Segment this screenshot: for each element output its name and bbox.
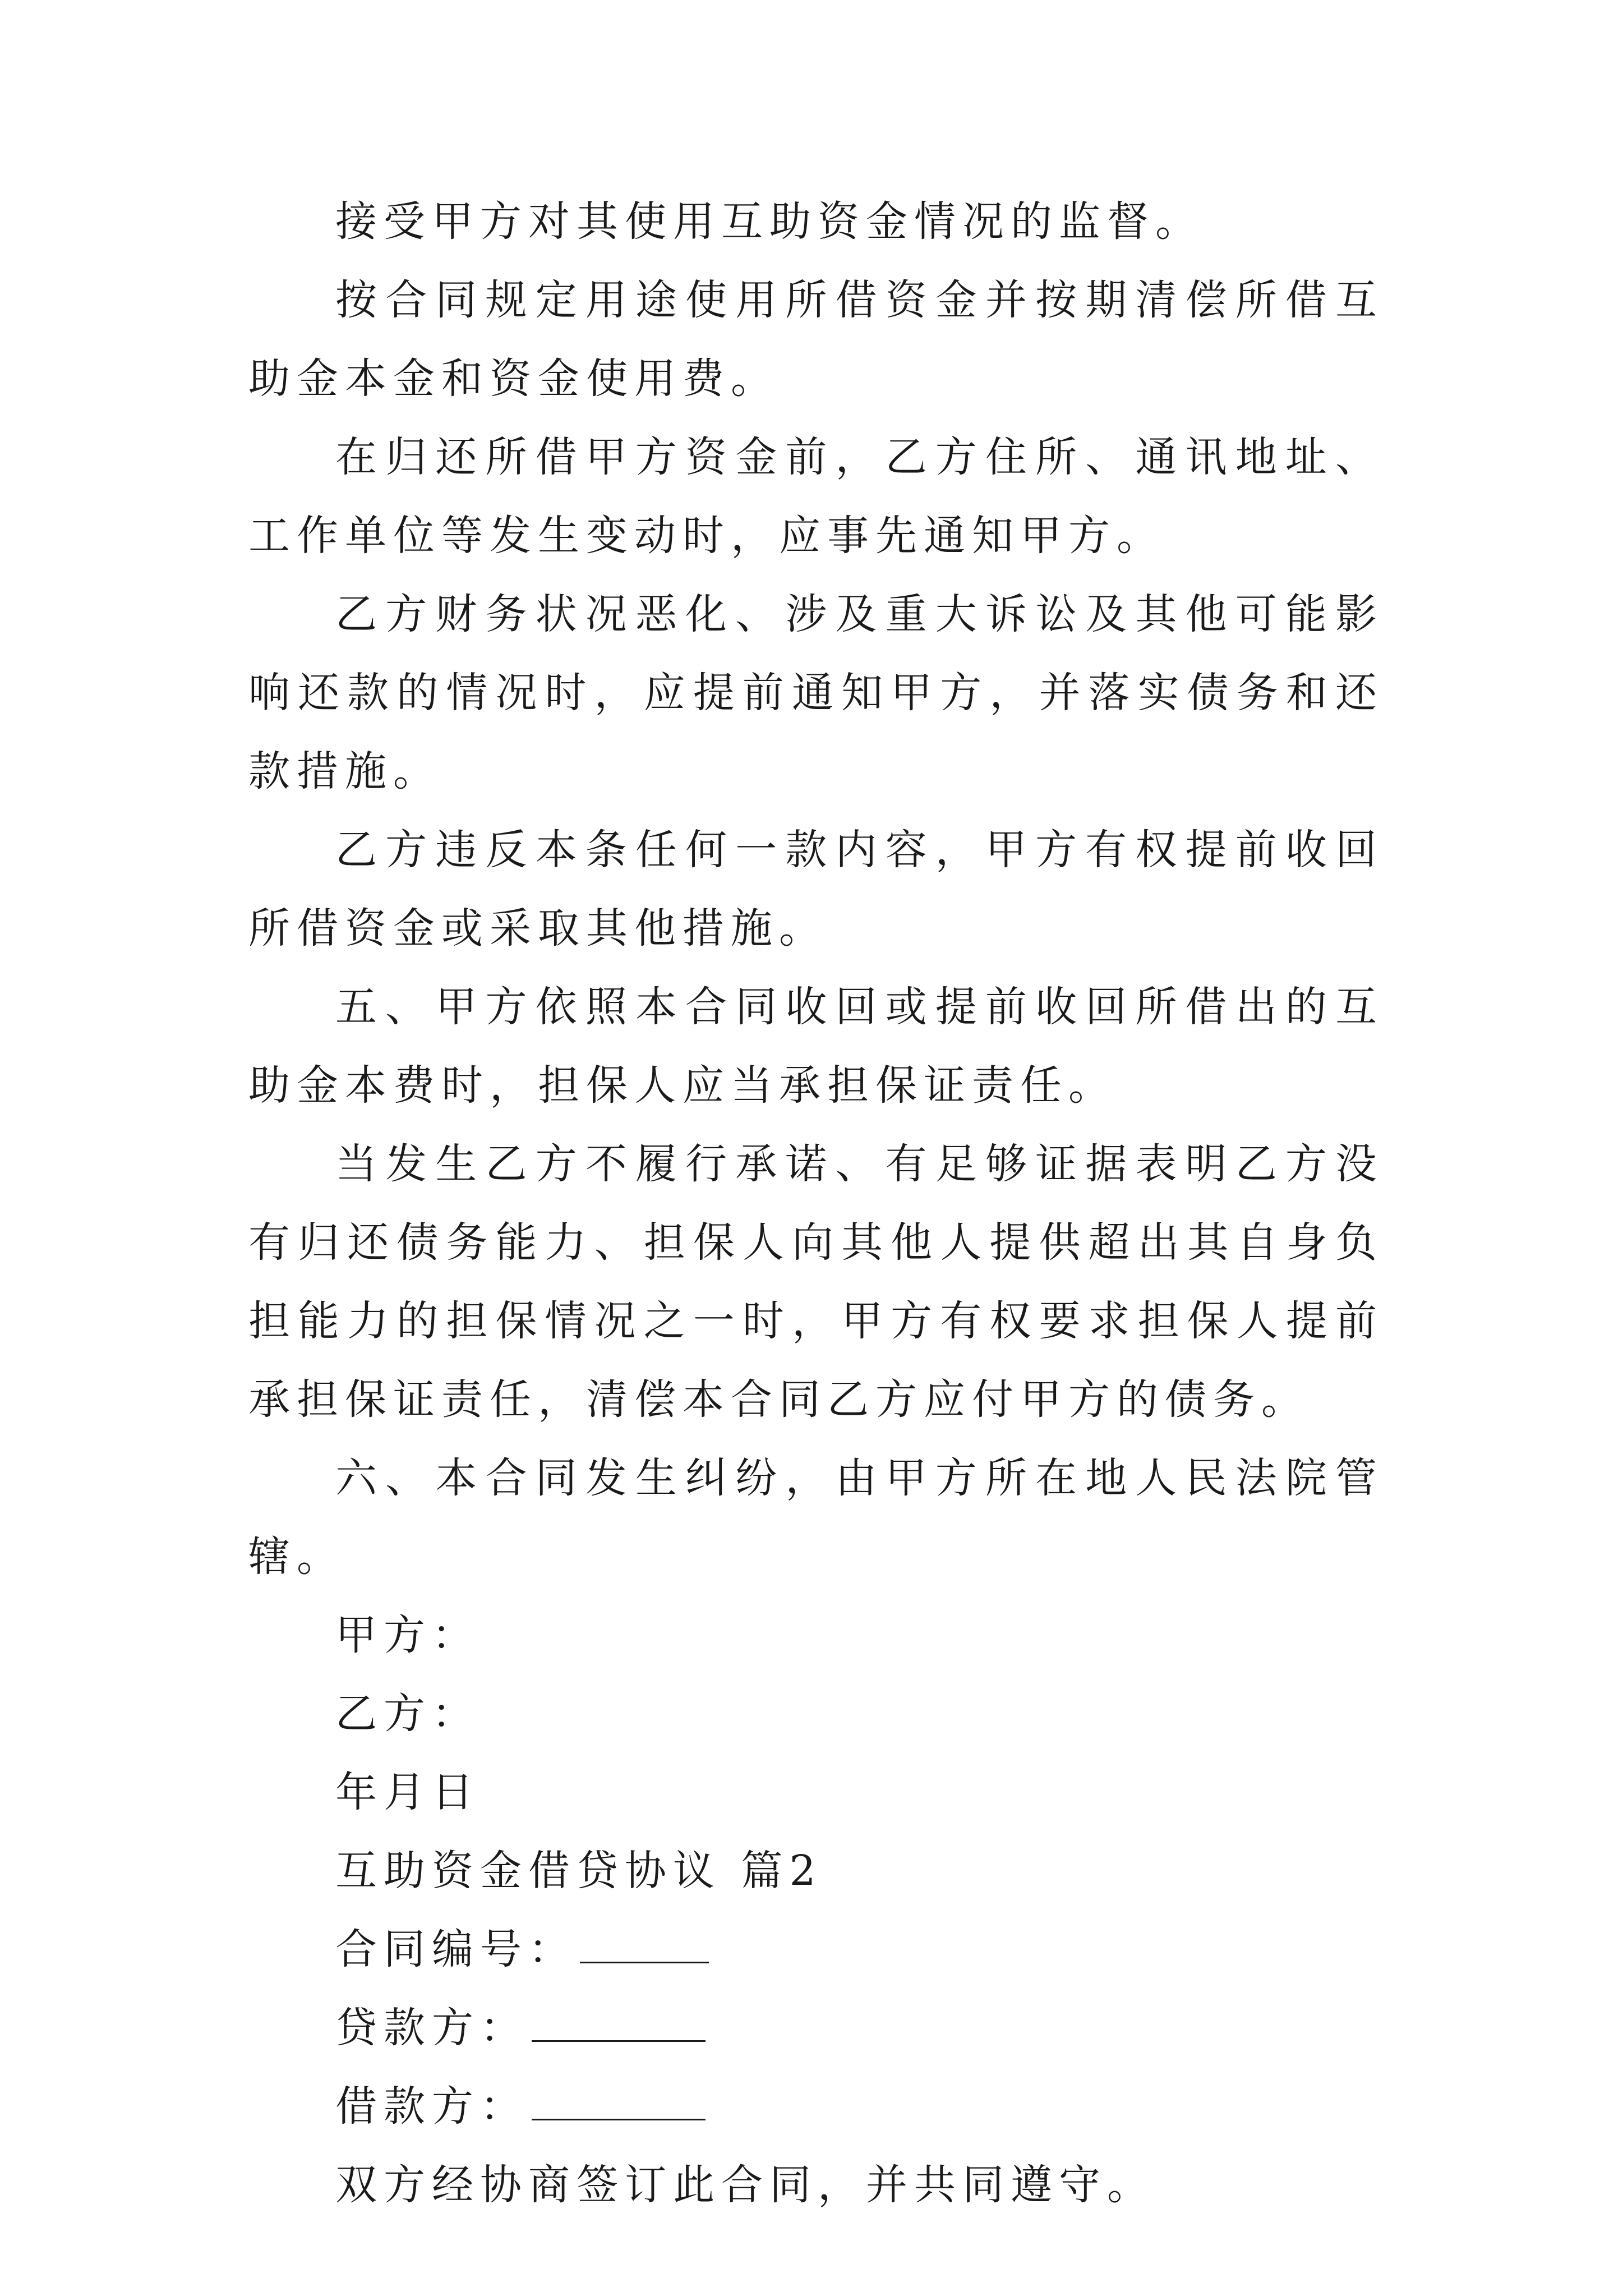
borrower-blank: [532, 2088, 706, 2120]
paragraph-clause-six: 六、本合同发生纠纷，由甲方所在地人民法院管辖。: [248, 1454, 1384, 1581]
paragraph-supervision: 接受甲方对其使用互助资金情况的监督。: [335, 197, 1204, 246]
paragraph-breach: 乙方违反本条任何一款内容，甲方有权提前收回所借资金或采取其他措施。: [248, 826, 1384, 953]
lender-line: [248, 1989, 1384, 2067]
paragraph-guarantor-liability: 当发生乙方不履行承诺、有足够证据表明乙方没有归还债务能力、担保人向其他人提供超出其自身负担能力的担保情况之一时，甲方有权要求担保人提前承担保证责任，清偿本合同乙方应付甲方的债务。: [248, 1140, 1384, 1424]
contract-number-blank: [580, 1931, 709, 1963]
paragraph-address-change: 在归还所借甲方资金前，乙方住所、通讯地址、工作单位等发生变动时，应事先通知甲方。: [248, 433, 1384, 560]
contract-number-line: [248, 1910, 1384, 1989]
borrower-label: 借款方：: [335, 2082, 528, 2131]
borrower-line: [248, 2067, 1384, 2146]
lender-blank: [532, 2010, 706, 2042]
paragraph-financial-deterioration: 乙方财务状况恶化、涉及重大诉讼及其他可能影响还款的情况时，应提前通知甲方，并落实债务和还款措施。: [248, 590, 1384, 795]
document-body: [248, 182, 1384, 2224]
section-title: 互助资金借贷协议 篇2: [335, 1847, 823, 1895]
date-label: 年月日: [335, 1768, 480, 1816]
party-a-label: 甲方：: [335, 1611, 480, 1659]
paragraph-clause-five: 五、甲方依照本合同收回或提前收回所借出的互助金本费时，担保人应当承担保证责任。: [248, 983, 1384, 1110]
paragraph-repayment: 按合同规定用途使用所借资金并按期清偿所借互助金本金和资金使用费。: [248, 276, 1384, 403]
closing-statement: 双方经协商签订此合同，并共同遵守。: [335, 2161, 1155, 2209]
lender-label: 贷款方：: [335, 2004, 528, 2052]
party-b-label: 乙方：: [335, 1690, 480, 1738]
contract-number-label: 合同编号：: [335, 1925, 577, 1973]
